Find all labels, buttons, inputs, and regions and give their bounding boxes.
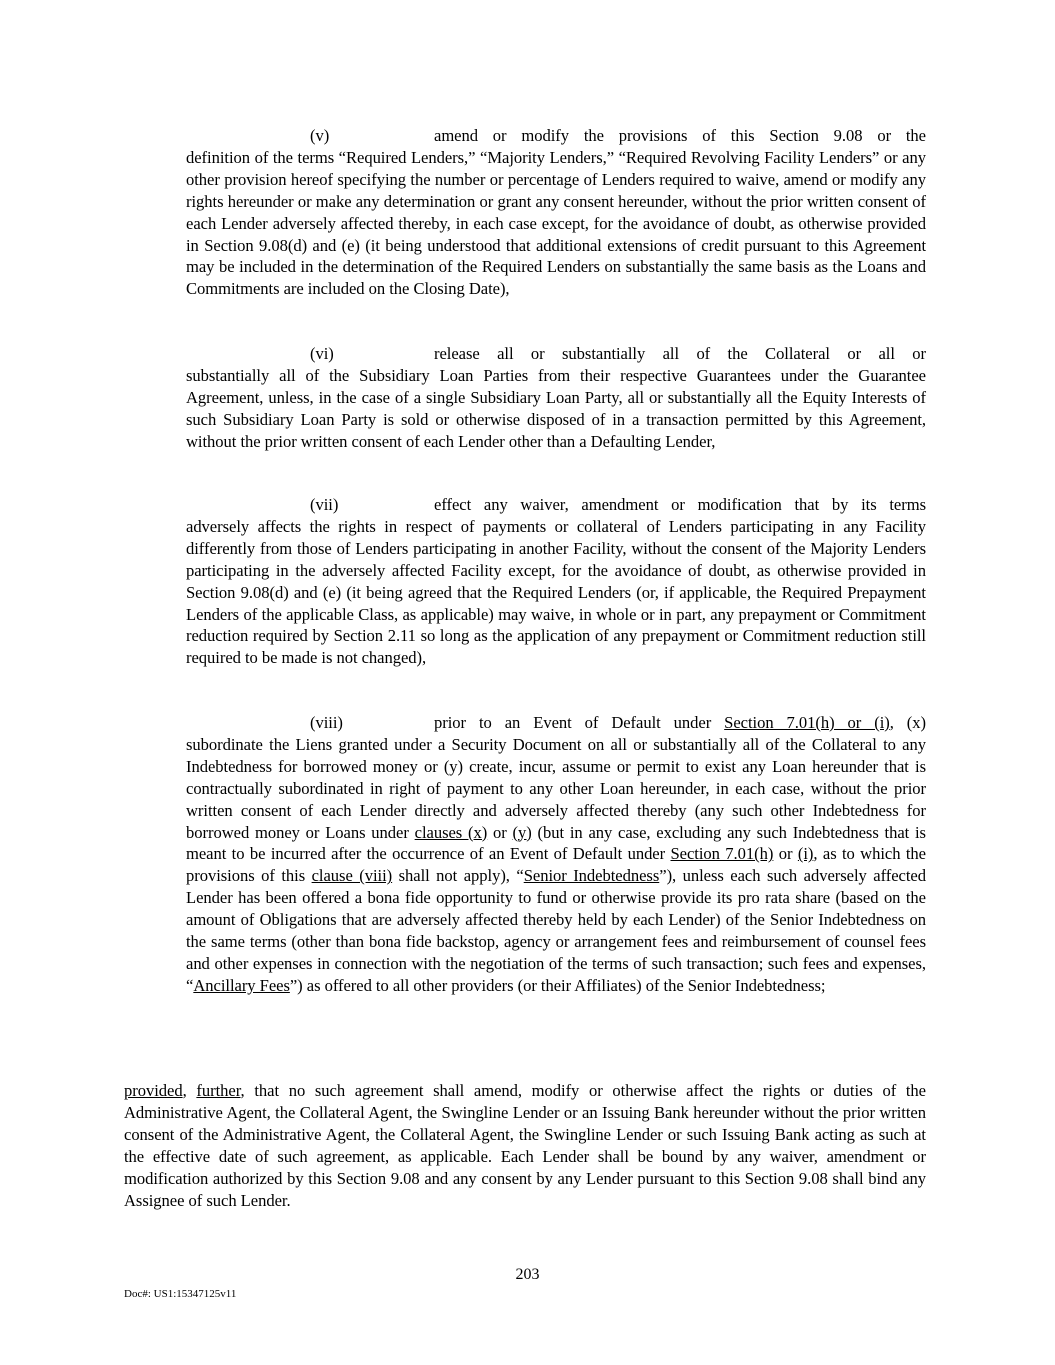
ancillary-fees-term: Ancillary Fees (193, 975, 290, 995)
clause-lead-text: effect any waiver, amendment or modification that by its terms (434, 495, 926, 514)
senior-indebtedness-term: Senior Indebtedness (523, 866, 660, 886)
closing-proviso (124, 1080, 926, 1211)
clause-vi (186, 343, 926, 453)
clause-v (186, 125, 926, 300)
clause-body-text: or (778, 844, 793, 864)
clause-body-text: substantially all of the Subsidiary Loan Parties from their respective Guarantees under the Guarantee Agreement, unless, in the case of a single Subsidiary Loan Party, all or substantially all the Equity Interests of such Subsidiary Loan Party is sold or otherwise disposed of in a transaction permitted by this Agreement, without the prior written consent of each Lender other than a Defaulting Lender, (186, 365, 926, 451)
clause-vi-first-line (186, 343, 926, 365)
clause-body-text: , as to which the provisions of this (186, 844, 926, 886)
clause-viii-reference: clause (viii) (311, 866, 393, 886)
proviso-separator: , (182, 1081, 197, 1100)
clause-lead-text: amend or modify the provisions of this Section 9.08 or the (434, 126, 926, 145)
clause-i-reference: (i) (797, 844, 814, 864)
clause-lead-text: release all or substantially all of the Collateral or all or (434, 344, 926, 363)
clause-vii-first-line (186, 494, 926, 516)
clause-lead-text-end: , (x) (889, 713, 926, 732)
clause-v-first-line (186, 125, 926, 147)
clause-body-text: subordinate the Liens granted under a Security Document on all or substantially all of the Collateral to any Indebtedness for borrowed money or (y) create, incur, assume or permit to exist any Loan hereunder that is contractually subordinated in right of payment to any other Loan hereunder, in each case, without the prior written consent of each Lender directly and adversely affected thereby (any such other Indebtedness for borrowed money or Loans under (186, 734, 926, 842)
clause-body-text: definition of the terms “Required Lenders,” “Majority Lenders,” “Required Revolving Facility Lenders” or any other provision hereof specifying the number or percentage of Lenders required to waive, amend or modify any rights hereunder or make any determination or grant any consent hereunder, without the prior written consent of each Lender adversely affected thereby, in each case except, for the avoidance of doubt, as otherwise provided in Section 9.08(d) and (e) (it being understood that additional extensions of credit pursuant to this Agreement may be included in the determination of the Required Lenders on substantially the same basis as the Loans and Commitments are included on the Closing Date), (186, 147, 926, 299)
clause-body-text: ”) as offered to all other providers (or their Affiliates) of the Senior Indebtedness; (289, 975, 826, 995)
document-id: Doc#: US1:15347125v11 (124, 1288, 237, 1300)
clause-number: (vii) (310, 495, 339, 514)
clause-body-text: (but in any case, excluding any such Indebtedness that is meant to be incurred after the occurrence of an Event of Default under (186, 822, 926, 864)
provided-term: provided (124, 1081, 183, 1100)
clause-number: (v) (310, 126, 330, 145)
clauses-x-reference: clauses (x) (414, 822, 488, 842)
clause-viii (186, 712, 926, 997)
clause-body-text: ”), unless each such adversely affected Lender has been offered a bona fide opportunity to fund or otherwise provide its pro rata share (based on the amount of Obligations that are adversely affected thereby held by each Lender) of the Senior Indebtedness on the same terms (other than bona fide backstop, agency or arrangement fees and reimbursement of counsel fees and other expenses in connection with the negotiation of the terms of such transaction; such fees and expenses, “ (186, 866, 926, 995)
clause-vii (186, 494, 926, 669)
clause-lead-text: prior to an Event of Default under (434, 713, 712, 732)
page-number: 203 (515, 1266, 540, 1283)
clause-number: (viii) (310, 713, 343, 732)
clause-y-reference: (y) (512, 822, 532, 842)
clause-body-text: or (493, 822, 507, 842)
further-term: further (196, 1081, 241, 1100)
clause-number: (vi) (310, 344, 334, 363)
clause-body-text: adversely affects the rights in respect of payments or collateral of Lenders participating in any Facility differently from those of Lenders participating in another Facility, without the consent of the Majority Lenders participating in the adversely affected Facility except, for the avoidance of doubt, as otherwise provided in Section 9.08(d) and (e) (it being agreed that the Required Lenders (or, if applicable, the Required Prepayment Lenders of the applicable Class, as applicable) may waive, in whole or in part, any prepayment or Commitment reduction required by Section 2.11 so long as the application of any prepayment or Commitment reduction still required to be made is not changed), (186, 516, 926, 668)
section-7-01-h-reference: Section 7.01(h) (670, 844, 774, 864)
proviso-text: , that no such agreement shall amend, modify or otherwise affect the rights or duties of the Administrative Agent, the Collateral Agent, the Swingline Lender or an Issuing Bank hereunder without the prior written consent of the Administrative Agent, the Collateral Agent, the Swingline Lender or such Issuing Bank acting as such at the effective date of such agreement, as applicable. Each Lender shall be bound by any waiver, amendment or modification authorized by this Section 9.08 and any consent by any Lender pursuant to this Section 9.08 shall bind any Assignee of such Lender. (124, 1081, 926, 1210)
clause-body-text: shall not apply), “ (398, 866, 524, 886)
clause-viii-first-line (186, 712, 926, 734)
section-7-01-h-i-reference: Section 7.01(h) or (i) (724, 713, 890, 732)
